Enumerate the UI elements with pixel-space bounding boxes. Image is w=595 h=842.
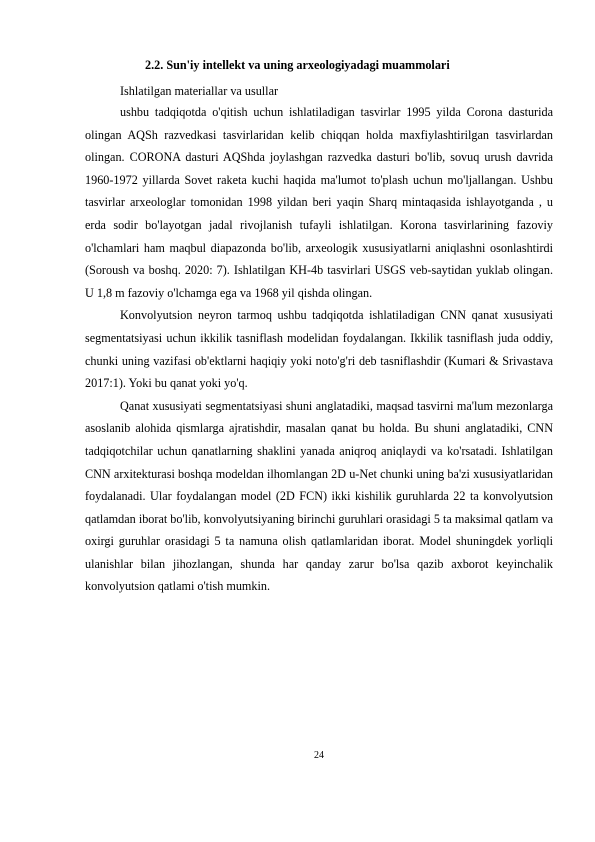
paragraph-cnn-classification: Konvolyutsion neyron tarmoq ushbu tadqiqotda ishlatiladigan CNN qanat xususiyati segmentatsiyasi uchun ikkilik tasniflash modelidan foydalangan. Ikkilik tasniflash juda oddiy, chunki uning vazifasi ob'ektlarni haqiqiy yoki noto'g'ri deb tasniflashdir (Kumari & Srivastava 2017:1). Yoki bu qanat yoki yo'q. (85, 308, 553, 391)
subsection-title: Ishlatilgan materiallar va usullar (120, 84, 279, 98)
page-number: 24 (314, 750, 324, 761)
paragraph-corona-imagery: ushbu tadqiqotda o'qitish uchun ishlatiladigan tasvirlar 1995 yilda Corona dasturida olingan AQSh razvedkasi tasvirlaridan kelib chiqqan holda maxfiylashtirilgan tasvirlardan olingan. CORONA dasturi AQShda joylashgan razvedka dasturi bo'lib, sovuq urush davrida 1960-1972 yillarda Sovet raketa kuchi haqida ma'lumot to'plash uchun mo'ljallangan. Ushbu tasvirlar arxeologlar tomonidan 1998 yildan beri yaqin Sharq mintaqasida ishlayotganda , u erda sodir bo'layotgan jadal rivojlanish tufayli ishlatilgan. Korona tasvirlarining fazoviy o'lchamlari ham maqbul diapazonda bo'lib, arxeologik xususiyatlarni aniqlashni osonlashtirdi (Soroush va boshq. 2020: 7). Ishlatilgan KH-4b tasvirlari USGS veb-saytidan yuklab olingan. U 1,8 m fazoviy o'lchamga ega va 1968 yil qishda olingan. (85, 105, 553, 300)
section-title: 2.2. Sun'iy intellekt va uning arxeologiyadagi muammolari (145, 58, 450, 72)
page-content (85, 58, 553, 598)
paragraph-segmentation-architecture: Qanat xususiyati segmentatsiyasi shuni anglatadiki, maqsad tasvirni ma'lum mezonlarga asoslanib alohida qismlarga ajratishdir, masalan qanat bu holda. Bu shuni anglatadiki, CNN tadqiqotchilar uchun qanatlarning shaklini yanada aniqroq aniqlaydi va ko'rsatadi. Ishlatilgan CNN arxitekturasi boshqa modeldan ilhomlangan 2D u-Net chunki uning ba'zi xususiyatlaridan foydalanadi. Ular foydalangan model (2D FCN) ikki kishilik guruhlarda 22 ta konvolyutsion qatlamdan iborat bo'lib, konvolyutsiyaning birinchi guruhlari orasidagi 5 ta maksimal qatlam va oxirgi guruhlar orasidagi 5 ta namuna olish qatlamlaridan iborat. Model shuningdek yorliqli ulanishlar bilan jihozlangan, shunda har qanday zarur bo'lsa qazib axborot keyinchalik konvolyutsion qatlami o'tish mumkin. (85, 398, 553, 594)
